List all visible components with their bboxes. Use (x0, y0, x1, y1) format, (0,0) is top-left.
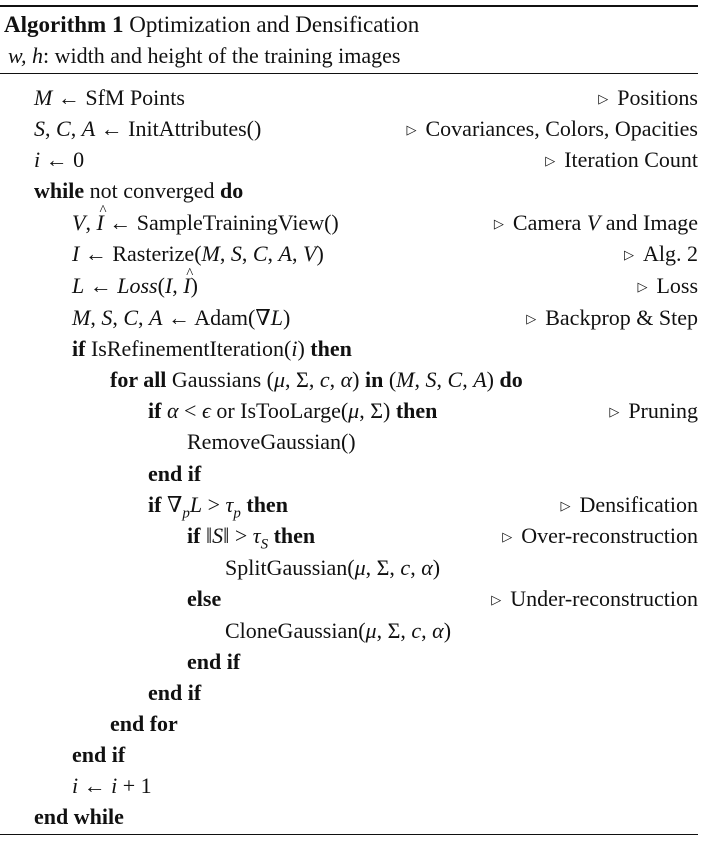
algo-line-19 (187, 646, 711, 677)
algo-line-24 (34, 801, 711, 832)
top-rule (0, 5, 698, 7)
comment-triangle-icon: ▷ (609, 404, 620, 419)
comment-11: ▷ Pruning (609, 398, 698, 423)
subtitle-text: : width and height of the training images (43, 43, 401, 68)
code-18: CloneGaussian(μ, Σ, c, α) (225, 618, 452, 643)
code-24: end while (34, 804, 124, 829)
code-3: i ← 0 (34, 147, 85, 172)
algo-line-10 (110, 364, 711, 395)
algo-line-4 (34, 175, 711, 206)
comment-5: ▷ Camera V and Image (493, 210, 698, 235)
algorithm-label: Algorithm 1 (4, 12, 124, 37)
algorithm-name: Optimization and Densification (129, 12, 420, 37)
code-16: SplitGaussian(μ, Σ, c, α) (225, 555, 441, 580)
algo-line-12 (187, 426, 711, 457)
comment-2: ▷ Covariances, Colors, Opacities (406, 116, 698, 141)
comment-15: ▷ Over-reconstruction (502, 523, 698, 548)
algo-line-9 (72, 333, 711, 364)
code-11: if α < ϵ or IsTooLarge(μ, Σ) then (148, 398, 438, 423)
comment-triangle-icon: ▷ (526, 311, 537, 326)
algo-line-5 (72, 207, 711, 238)
comment-1: ▷ Positions (598, 85, 698, 110)
bottom-rule (0, 834, 698, 835)
comment-triangle-icon: ▷ (502, 529, 513, 544)
algo-line-17 (187, 583, 711, 614)
code-20: end if (148, 680, 202, 705)
comment-17: ▷ Under-reconstruction (491, 586, 698, 611)
code-23: i ← i + 1 (72, 773, 152, 798)
algorithm-title (4, 11, 419, 39)
algo-line-6 (72, 238, 711, 269)
comment-triangle-icon: ▷ (598, 91, 609, 106)
code-5: V, ^ I ← SampleTrainingView() (72, 207, 339, 238)
code-6: I ← Rasterize(M, S, C, A, V) (72, 241, 324, 266)
algo-line-21 (110, 708, 711, 739)
code-2: S, C, A ← InitAttributes() (34, 116, 262, 141)
algo-line-20 (148, 677, 711, 708)
code-8: M, S, C, A ← Adam(∇L) (72, 305, 291, 330)
comment-7: ▷ Loss (637, 273, 698, 298)
algo-line-14 (148, 489, 711, 520)
code-15: if ‖S‖ > $\tau_S$ then (187, 523, 316, 553)
comment-triangle-icon: ▷ (624, 247, 634, 262)
code-12: RemoveGaussian() (187, 429, 356, 454)
code-4: while not converged do (34, 178, 244, 203)
algo-line-11 (148, 395, 711, 426)
code-9: if IsRefinementIteration(i) then (72, 336, 352, 361)
code-17: else (187, 586, 222, 611)
algo-line-2 (34, 113, 711, 144)
code-22: end if (72, 742, 126, 767)
algo-line-15 (187, 520, 711, 551)
comment-triangle-icon: ▷ (545, 153, 556, 168)
algo-line-22 (72, 739, 711, 770)
code-14: if $\nabla_pL > \tau_p$ then (148, 492, 288, 522)
header-rule (0, 73, 698, 74)
subtitle-vars: w, h (8, 43, 44, 68)
comment-6: ▷ Alg. 2 (624, 241, 698, 266)
comment-triangle-icon: ▷ (491, 592, 502, 607)
comment-triangle-icon: ▷ (560, 498, 571, 513)
code-7: L ← Loss(I, ^ I) (72, 270, 198, 301)
algorithm-subtitle (8, 42, 400, 70)
comment-14: ▷ Densification (560, 492, 698, 517)
code-1: M ← SfM Points (34, 85, 185, 110)
algo-line-3 (34, 144, 711, 175)
algo-line-13 (148, 458, 711, 489)
algo-line-1 (34, 82, 711, 113)
code-13: end if (148, 461, 202, 486)
comment-triangle-icon: ▷ (406, 122, 417, 137)
algo-line-8 (72, 302, 711, 333)
code-21: end for (110, 711, 178, 736)
comment-3: ▷ Iteration Count (545, 147, 698, 172)
algo-line-7 (72, 270, 711, 301)
comment-8: ▷ Backprop & Step (526, 305, 698, 330)
algo-line-16 (225, 552, 711, 583)
algo-line-23 (72, 770, 711, 801)
comment-triangle-icon: ▷ (637, 279, 648, 294)
code-19: end if (187, 649, 241, 674)
code-10: for all Gaussians (μ, Σ, c, α) in (M, S, C, A) do (110, 367, 523, 392)
comment-triangle-icon: ▷ (493, 216, 504, 231)
algo-line-18 (225, 615, 711, 646)
